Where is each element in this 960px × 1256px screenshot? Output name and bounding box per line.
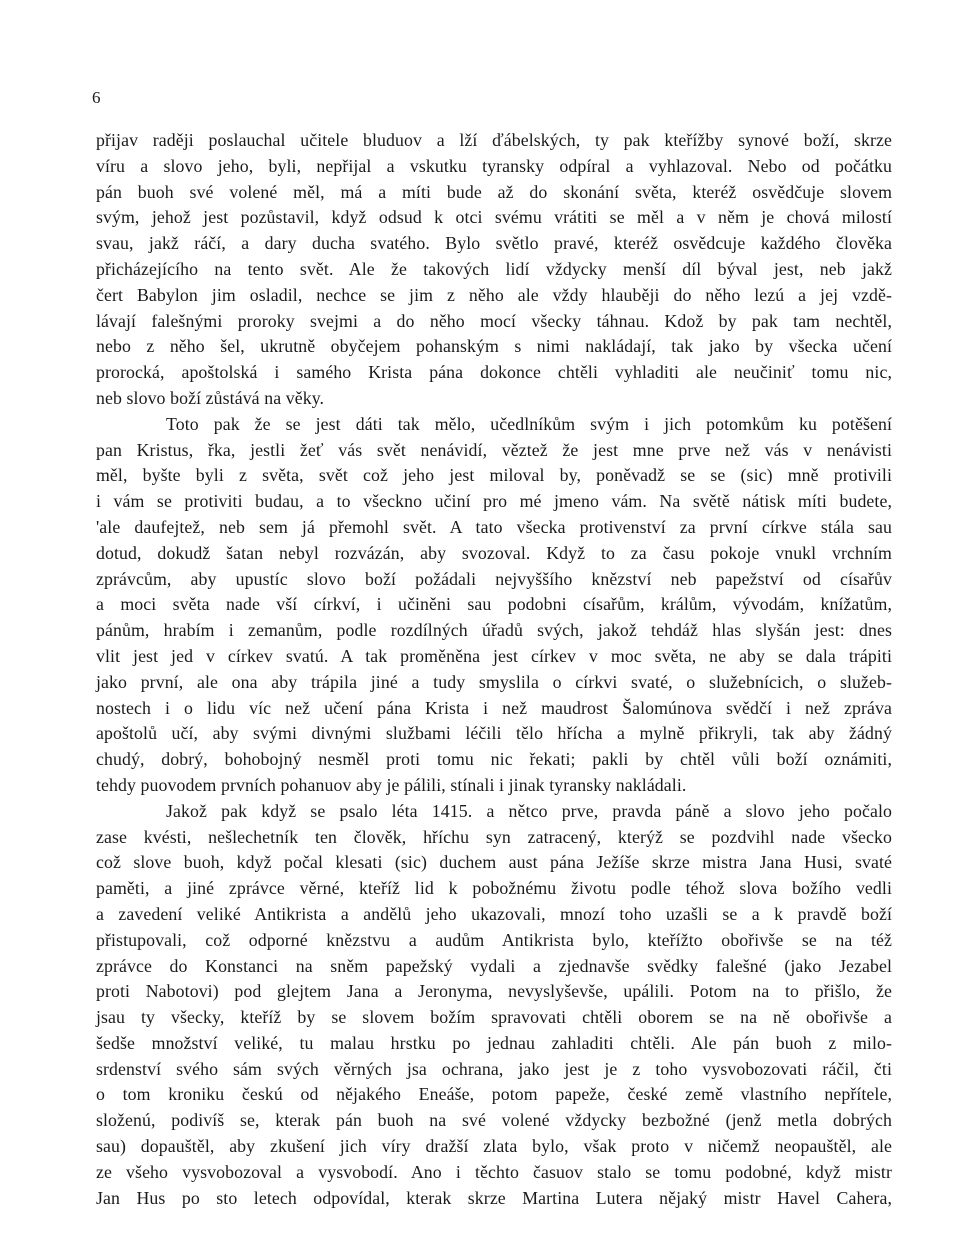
text-line: o tom kroniku českú od nějakého Eneáše, potom papeže, české země vlastního nepřítele, [96,1084,892,1105]
text-line: pán buoh své volené měl, má a míti bude až do skonání světa, kteréž osvědčuje slovem [96,181,892,202]
text-line: i vám se protiviti budau, a to všeckno učiní pro mé jmeno vám. Na světě nátisk míti budete, [96,491,892,512]
text-line: přicházejícího na tento svět. Ale že takových lidí vždycky menší díl býval jest, neb jakž [96,258,892,279]
paragraph [96,799,892,1212]
text-line: přijav raději poslauchal učitele bluduov a lží ďábelských, ty pak kteřížby synové boží, skrze [96,130,892,150]
text-line: jsau ty všecky, kteříž by se slovem božím spravovati chtěli oborem se na ně obořivše a [96,1007,892,1028]
text-line: zprávce do Konstanci na sněm papežský vydali a zjednavše svědky falešné (jako Jezabel [96,955,892,976]
paragraph [96,412,892,799]
text-line: pánům, hrabím i zemanům, podle rozdílných úřadů svých, jakož tehdáž hlas slyšán jest: dnes [96,620,892,641]
text-line: tehdy puovodem prvních pohanuov aby je pálili, stínali i jinak tyransky nakládali. [96,774,687,795]
text-line: a zavedení veliké Antikrista a andělů jeho ukazovali, mnozí toho uzašli se a k pravdě boží [96,903,892,924]
text-line: srdenství svého sám svých věrných jsa ochrana, jako jest je z toho vysvobozovati ráčil, čti [96,1058,892,1079]
text-line: lávají falešnými proroky svejmi a do něho mocí všecky táhnau. Kdož by pak tam nechtěl, [96,310,892,331]
text-line: ze všeho vysvobozoval a vysvobodí. Ano i těchto časuov stalo se tomu podobné, když mistr [96,1161,892,1182]
text-line: chudý, dobrý, bohobojný nesměl proti tomu nic řekati; pakli by chtěl vůli boží oznámiti, [96,749,892,770]
text-line: apoštolů učí, aby svými divnými službami léčili tělo hřícha a mylně přikryli, tak aby žádný [96,723,892,744]
text-line: což slove buoh, když počal klesati (sic) duchem aust pána Ježíše skrze mistra Jana Husi, svaté [96,852,892,873]
text-line: pan Kristus, řka, jestli žeť vás svět nenávidí, věztež že jest mne prve než vás v nenávisti [96,439,892,460]
text-line: dotud, dokudž šatan nebyl rozvázán, aby svozoval. Když to za času pokoje vnukl vrchním [96,542,892,563]
text-line: proti Nabotovi) pod glejtem Jana a Jeronyma, nevyslyševše, upálili. Potom na to přišlo, že [96,981,892,1002]
text-line: Toto pak že se jest dáti tak mělo, učedlníkům svým i jich potomkům ku potěšení [166,413,892,434]
text-line: jako první, ale ona aby trápila jiné a tudy smyslila o církvi svaté, o služebnícich, o služeb- [96,671,892,692]
text-line: šedše množství veliké, tu malau hrstku po jednau zahladiti chtěli. Ale pán buoh z milo- [96,1032,892,1053]
text-line: měl, byšte byli z světa, svět což jeho jest miloval by, poněvadž se se (sic) mně protivili [96,465,892,486]
text-line: zprávcům, aby upustíc slovo boží požádali nejvyššího knězství neb papežství od císařův [96,568,892,589]
text-line: víru a slovo jeho, byli, nepřijal a vskutku tyransky odpíral a vyhlazoval. Nebo od počátku [96,155,892,176]
text-line: Jakož pak když se psalo léta 1415. a nětco prve, pravda páně a slovo jeho počalo [166,800,892,821]
paragraph [96,128,892,412]
text-line: čert Babylon jim osladil, nechce se jim z něho ale vždy hlauběji do něho lezú a jej vzdě- [96,284,892,305]
text-line: prorocká, apoštolská i samého Krista pána dokonce chtěli vyhladiti ale neučiniť tomu nic, [96,362,892,383]
text-line: přistupovali, což odporné knězstvu a audům Antikrista bylo, kteřížto obořivše se na též [96,929,892,950]
text-line: nebo z něho šel, ukrutně obyčejem pohanským s nimi nakládají, tak jako by všecka učení [96,336,892,357]
text-line: neb slovo boží zůstává na věky. [96,387,325,408]
text-line: nostech i o lidu víc než učení pána Krista i než maudrost Šalomúnova svědčí i než zpráva [96,697,892,718]
page-number: 6 [92,88,101,107]
text-line: složenú, podivíš se, kterak pán buoh na své volené vždycky bezbožné (jenž metla dobrých [96,1110,892,1131]
text-line: svým, jehož jest pozůstavil, když odsud k otci svému vrátiti se měl a v něm je chová milostí [96,207,892,228]
text-line: Jan Hus po sto letech odpovídal, kterak skrze Martina Lutera nějaký mistr Havel Cahera, [96,1187,892,1208]
text-line: svau, jakž ráčí, a dary ducha svatého. Bylo světlo pravé, kteréž osvědcuje každého člověka [96,233,892,254]
text-line: sau) dopauštěl, aby zkušení jich víry dražší zlata bylo, však proto v ničemž neopauštěl, ale [96,1136,892,1157]
text-line: vlit jest jed v církev svatú. A tak proměněna jest církev v moc světa, ne aby se dala trápiti [96,645,892,666]
text-line: a moci světa nade vší církví, i učiněni sau podobni císařům, králům, vývodám, knížatům, [96,594,892,615]
text-line: 'ale daufejtež, neb sem já přemohl svět. A tato všecka protivenství za první církve stála sau [96,516,892,537]
body-text [96,128,892,1211]
text-line: paměti, a jiné zprávce věrné, kteříž lid k pobožnému životu podle téhož slova božího vedli [96,878,892,899]
text-line: zase kvésti, nešlechetník ten člověk, hříchu syn zatracený, kterýž se pozdvihl nade všecko [96,826,892,847]
